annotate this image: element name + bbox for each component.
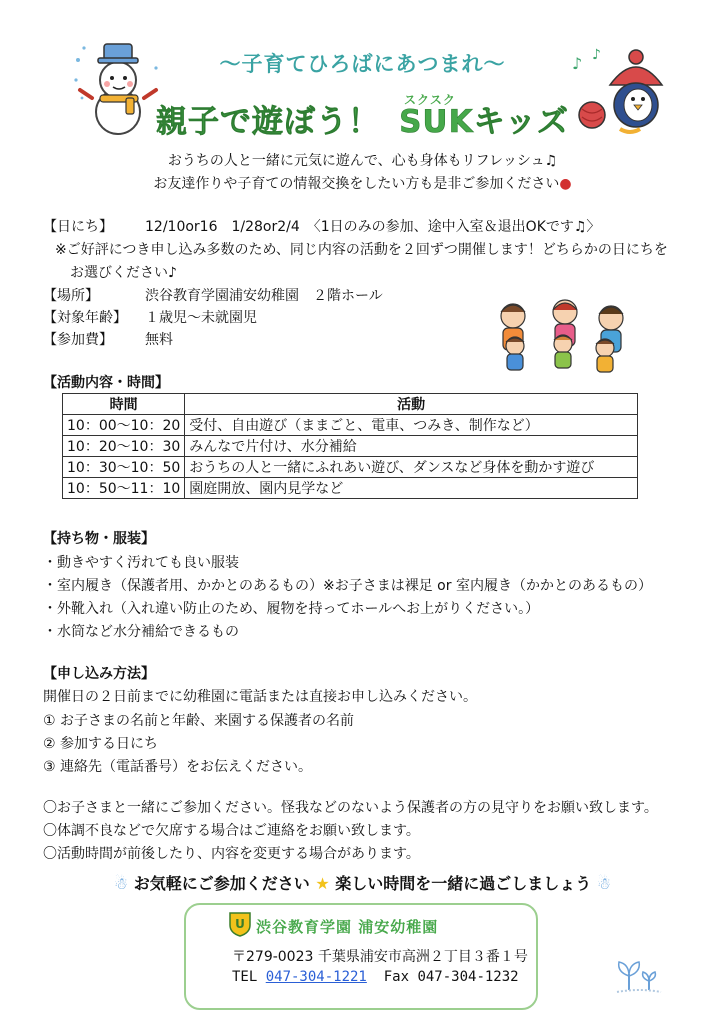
- page-title: [0, 96, 725, 141]
- row-activity: みんなで片付け、水分補給: [185, 436, 638, 457]
- closing-message: ☃ お気軽にご参加ください ★ 楽しい時間を一緒に過ごしましょう ☃: [113, 874, 612, 893]
- list-item: ・水筒など水分補給できるもの: [43, 624, 239, 640]
- svg-text:♪: ♪: [572, 54, 583, 73]
- balloon-icon: ●: [559, 176, 572, 192]
- age-label: 【対象年齢】: [43, 310, 127, 326]
- row-activity: 受付、自由遊び（ままごと、電車、つみき、制作など）: [185, 415, 638, 436]
- place-value: 渋谷教育学園浦安幼稚園 ２階ホール: [145, 288, 383, 304]
- place-label: 【場所】: [43, 288, 99, 304]
- date-value: 12/10or16 1/28or2/4 〈1日のみの参加、途中入室＆退出OKです♫〉: [145, 219, 601, 235]
- phone-link[interactable]: 047-304-1221: [265, 969, 367, 985]
- snowman-small-icon: ☃: [596, 874, 612, 893]
- title-ruby: スクスク: [404, 93, 456, 107]
- school-address: 〒279-0023 千葉県浦安市高洲２丁目３番１号: [232, 949, 528, 965]
- table-row: [63, 436, 638, 457]
- row-time: 10：00～10：20: [63, 415, 185, 436]
- list-item: ・外靴入れ（入れ違い防止のため、履物を持ってホールへお上がりください。）: [43, 601, 540, 617]
- date-note-2: お選びください♪: [70, 265, 177, 281]
- fee-value: 無料: [145, 332, 173, 348]
- table-header-row: [63, 394, 638, 415]
- school-name: 渋谷教育学園 浦安幼稚園: [256, 918, 439, 936]
- title-main: 親子で遊ぼう！: [156, 104, 380, 140]
- school-emblem-icon: [228, 911, 252, 937]
- date-note-1: ※ご好評につき申し込み多数のため、同じ内容の活動を２回ずつ開催します！どちらかの日にちを: [55, 242, 668, 258]
- age-row: [43, 307, 257, 327]
- row-activity: おうちの人と一緒にふれあい遊び、ダンスなど身体を動かす遊び: [185, 457, 638, 478]
- intro-line-2: お友達作りや子育ての情報交換をしたい方も是非ご参加ください●: [153, 176, 572, 192]
- sprout-icon: [613, 950, 665, 998]
- intro-line-1: おうちの人と一緒に元気に遊んで、心も身体もリフレッシュ♫: [167, 153, 558, 169]
- list-item: ③ 連絡先（電話番号）をお伝えください。: [43, 759, 312, 775]
- note-line: 〇活動時間が前後したり、内容を変更する場合があります。: [43, 846, 420, 862]
- table-row: [63, 478, 638, 499]
- children-group-icon: [493, 296, 633, 378]
- fee-row: [43, 329, 173, 349]
- row-time: 10：20～10：30: [63, 436, 185, 457]
- svg-text:♪: ♪: [592, 47, 601, 63]
- page-subtitle: ～子育てひろばにあつまれ～: [219, 52, 506, 76]
- schedule-table: [62, 393, 638, 499]
- list-item: ・動きやすく汚れても良い服装: [43, 555, 239, 571]
- fax-number: 047-304-1232: [417, 969, 519, 985]
- svg-text:U: U: [235, 917, 245, 931]
- note-line: 〇お子さまと一緒にご参加ください。怪我などのないよう保護者の方の見守りをお願い致します。: [43, 800, 658, 816]
- list-item: ① お子さまの名前と年齢、来園する保護者の名前: [43, 713, 354, 729]
- title-brand: SUKキッズ: [399, 104, 569, 140]
- snowman-small-icon: ☃: [113, 874, 129, 893]
- place-row: [43, 285, 383, 305]
- star-icon: ★: [315, 874, 330, 893]
- row-activity: 園庭開放、園内見学など: [185, 478, 638, 499]
- fee-label: 【参加費】: [43, 332, 113, 348]
- table-row: [63, 415, 638, 436]
- date-label: 【日にち】: [43, 219, 113, 235]
- list-item: ・室内履き（保護者用、かかとのあるもの）※お子さまは裸足 or 室内履き（かかとのあるもの）: [43, 578, 652, 594]
- schedule-heading: 【活動内容・時間】: [43, 375, 169, 391]
- date-row: [43, 216, 600, 236]
- list-item: ② 参加する日にち: [43, 736, 159, 752]
- col-activity-header: 活動: [185, 394, 638, 415]
- apply-lead: 開催日の２日前までに幼稚園に電話または直接お申し込みください。: [43, 689, 477, 705]
- col-time-header: 時間: [63, 394, 185, 415]
- age-value: １歳児～未就園児: [145, 310, 257, 326]
- apply-heading: 【申し込み方法】: [43, 666, 155, 682]
- row-time: 10：30～10：50: [63, 457, 185, 478]
- belongings-heading: 【持ち物・服装】: [43, 531, 155, 547]
- contact-phone-line: TEL 047-304-1221 Fax 047-304-1232: [232, 969, 519, 985]
- table-row: [63, 457, 638, 478]
- note-line: 〇体調不良などで欠席する場合はご連絡をお願い致します。: [43, 823, 420, 839]
- row-time: 10：50～11：10: [63, 478, 185, 499]
